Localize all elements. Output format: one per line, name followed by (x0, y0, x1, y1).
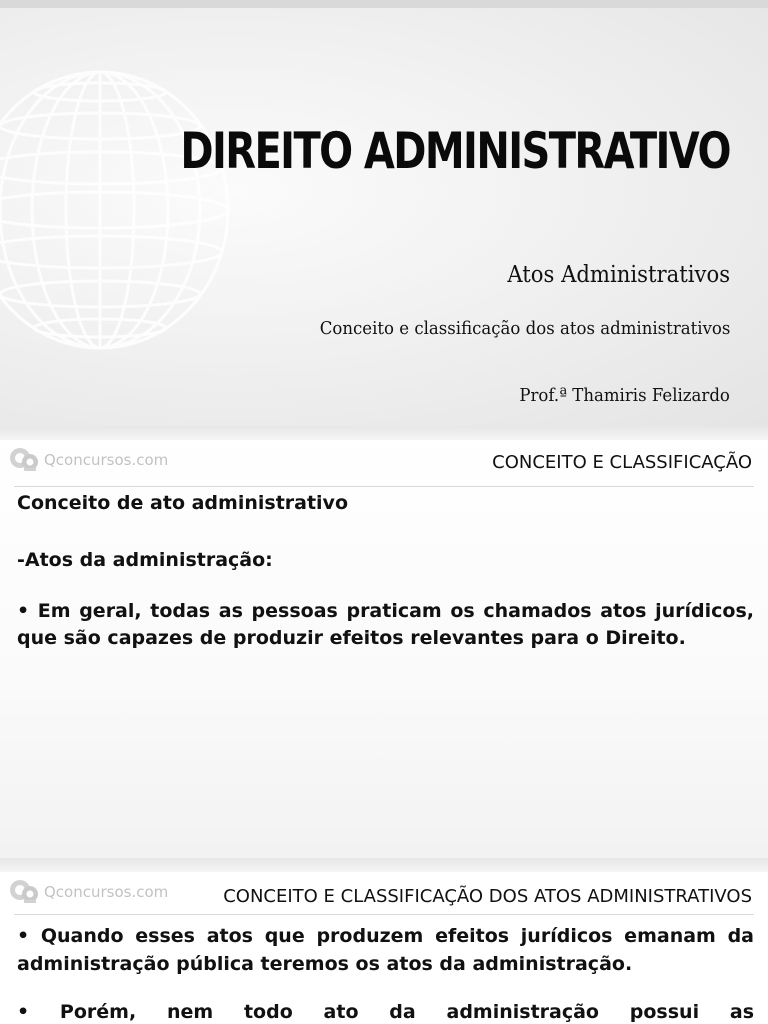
section-heading: Conceito de ato administrativo (17, 492, 348, 514)
logo-text: Qconcursos.com (44, 451, 169, 469)
section-subheading: -Atos da administração: (17, 549, 273, 571)
qconcursos-logo (8, 876, 168, 908)
content-slide-3 (0, 858, 768, 1024)
slide-top-bar (0, 0, 768, 8)
globe-wireframe-icon (0, 60, 240, 360)
header-divider (14, 486, 754, 487)
qconcursos-logo-icon (8, 444, 40, 476)
slide-top-bar (0, 426, 768, 440)
slide-body (17, 922, 754, 1024)
bullet-paragraph: • Quando esses atos que produzem efeitos jurídicos emanam da administração pública teremos os atos da administração. (17, 925, 754, 975)
presentation-topic: Conceito e classificação dos atos administrativos (319, 318, 730, 339)
presentation-title: DIREITO ADMINISTRATIVO (180, 122, 730, 180)
slide-header: CONCEITO E CLASSIFICAÇÃO DOS ATOS ADMINISTRATIVOS (223, 886, 752, 907)
bullet-paragraph: • Porém, nem todo ato da administração possui as (17, 1001, 754, 1023)
content-slide-2 (0, 426, 768, 858)
qconcursos-logo-icon (8, 876, 40, 908)
professor-name: Prof.ª Thamiris Felizardo (519, 385, 730, 406)
qconcursos-logo (8, 444, 168, 476)
title-slide (0, 0, 768, 426)
presentation-subtitle: Atos Administrativos (507, 262, 730, 288)
slide-top-bar (0, 858, 768, 872)
header-divider (14, 914, 754, 915)
slide-body (17, 490, 754, 652)
bullet-paragraph: • Em geral, todas as pessoas praticam os chamados atos jurídicos, que são capazes de produzir efeitos relevantes para o Direito. (17, 600, 754, 649)
slide-header: CONCEITO E CLASSIFICAÇÃO (492, 452, 752, 473)
logo-text: Qconcursos.com (44, 883, 169, 901)
